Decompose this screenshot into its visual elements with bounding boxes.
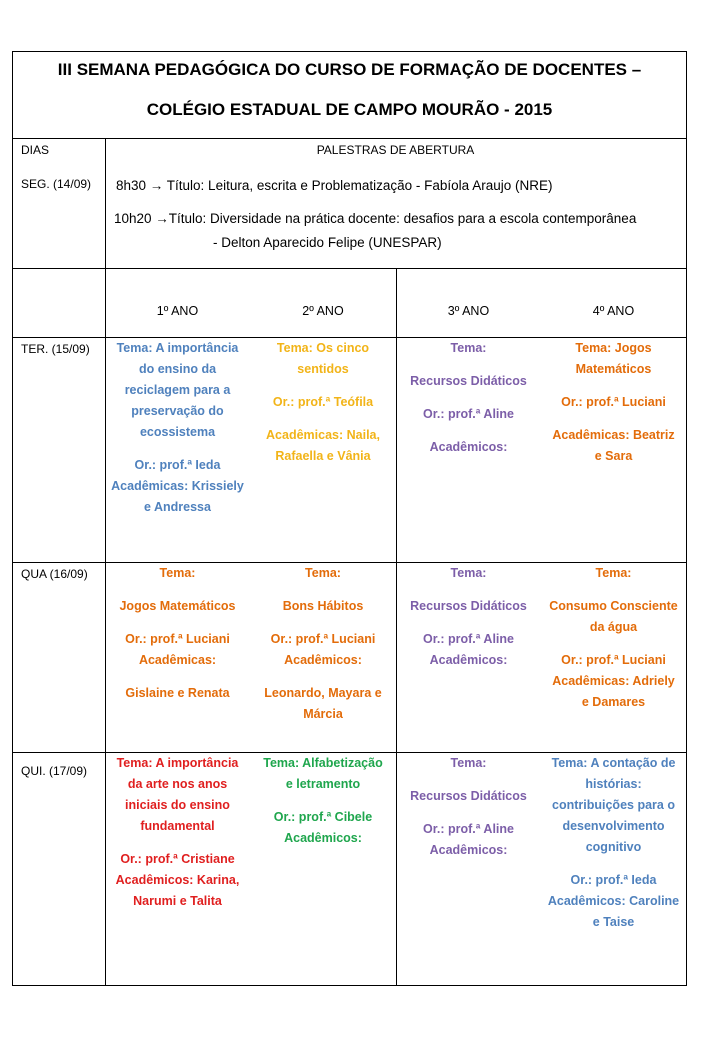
cell-text-line: sentidos — [297, 362, 349, 376]
cell-text-line: Tema: Jogos — [575, 341, 652, 355]
cell-text-line: Acadêmicas: Adriely — [552, 674, 675, 688]
day-label-qua: QUA (16/09) — [21, 567, 88, 581]
opening-talk-1: 8h30 → Título: Leitura, escrita e Problematização - Fabíola Araujo (NRE) — [116, 178, 553, 193]
cell-text-line: Or.: prof.ª Cristiane — [120, 852, 235, 866]
cell-text-line: preservação do — [131, 404, 224, 418]
row-divider — [13, 268, 686, 269]
cell-text-line: Acadêmicas: Naila, — [266, 428, 380, 442]
cell-text-line: cognitivo — [585, 840, 642, 854]
cell-text-line: Or.: prof.ª Aline — [423, 822, 514, 836]
day-label-ter: TER. (15/09) — [21, 342, 90, 356]
cell-text-line: Narumi e Talita — [133, 894, 222, 908]
cell-text-line: Acadêmicas: Beatriz — [552, 428, 675, 442]
schedule-table — [12, 51, 687, 986]
cell-text-line: Acadêmicos: — [429, 653, 508, 667]
cell-text-line: contribuições para o — [552, 798, 675, 812]
schedule-cell — [541, 753, 686, 933]
cell-text-line: Acadêmicos: — [284, 653, 362, 667]
cell-text-line: reciclagem para a — [124, 383, 231, 397]
opening-talk-2-line2: - Delton Aparecido Felipe (UNESPAR) — [213, 235, 442, 250]
cell-text-line: Or.: prof.ª Teófila — [272, 395, 374, 409]
schedule-cell — [396, 753, 541, 861]
cell-text-line: Gislaine e Renata — [125, 686, 230, 700]
schedule-cell — [105, 753, 250, 912]
schedule-cell — [105, 563, 250, 704]
cell-text-line: desenvolvimento — [562, 819, 665, 833]
cell-text-line: Acadêmicos: Caroline — [547, 894, 680, 908]
cell-text-line: e Andressa — [144, 500, 211, 514]
cell-text-line: Recursos Didáticos — [410, 599, 527, 613]
cell-text-line: Or.: prof.ª Luciani — [561, 653, 666, 667]
row-divider — [13, 138, 686, 139]
cell-text-line: Tema: — [159, 566, 196, 580]
cell-text-line: Acadêmicos: — [429, 440, 508, 454]
cell-text-line: Tema: A importância — [116, 341, 239, 355]
cell-text-line: Rafaella e Vânia — [275, 449, 371, 463]
cell-text-line: Or.: prof.ª Luciani — [561, 395, 666, 409]
cell-text-line: Acadêmicos: — [429, 843, 508, 857]
cell-text-line: Márcia — [303, 707, 343, 721]
page-title-line1: III SEMANA PEDAGÓGICA DO CURSO DE FORMAÇÃO DE DOCENTES – — [57, 60, 642, 79]
cell-text-line: iniciais do ensino — [125, 798, 230, 812]
opening-talk-2-line1: 10h20 →Título: Diversidade na prática docente: desafios para a escola contemporânea — [114, 211, 637, 226]
year-header-2: 2º ANO — [302, 304, 344, 318]
cell-text-line: Tema: — [450, 341, 487, 355]
day-label-qui: QUI. (17/09) — [21, 764, 88, 778]
cell-text-line: Tema: A importância — [116, 756, 239, 770]
year-header-4: 4º ANO — [592, 304, 635, 318]
schedule-cell — [250, 563, 396, 725]
cell-text-line: Recursos Didáticos — [410, 374, 527, 388]
cell-text-line: e Taise — [592, 915, 635, 929]
schedule-cell — [396, 338, 541, 458]
opening-header: PALESTRAS DE ABERTURA — [316, 143, 475, 157]
cell-text-line: Or.: prof.ª Aline — [423, 632, 514, 646]
cell-text-line: Leonardo, Mayara e — [264, 686, 382, 700]
cell-text-line: Jogos Matemáticos — [119, 599, 236, 613]
page-title-line2: COLÉGIO ESTADUAL DE CAMPO MOURÃO - 2015 — [146, 100, 553, 119]
cell-text-line: Tema: — [450, 756, 487, 770]
cell-text-line: Acadêmicas: Krissiely — [111, 479, 244, 493]
cell-text-line: Acadêmicos: Karina, — [115, 873, 240, 887]
schedule-cell — [250, 338, 396, 467]
cell-text-line: do ensino da — [138, 362, 217, 376]
schedule-cell — [105, 338, 250, 518]
schedule-cell — [250, 753, 396, 849]
cell-text-line: Or.: prof.ª Aline — [423, 407, 514, 421]
schedule-cell — [396, 563, 541, 671]
cell-text-line: Tema: Os cinco — [276, 341, 370, 355]
schedule-cell — [541, 338, 686, 467]
year-header-3: 3º ANO — [447, 304, 490, 318]
cell-text-line: Acadêmicos: — [284, 831, 362, 845]
cell-text-line: Acadêmicas: — [138, 653, 217, 667]
cell-text-line: da água — [589, 620, 638, 634]
dias-label: DIAS — [21, 143, 50, 157]
cell-text-line: Tema: — [450, 566, 487, 580]
day-label-seg: SEG. (14/09) — [21, 177, 92, 191]
cell-text-line: Tema: — [595, 566, 632, 580]
cell-text-line: Bons Hábitos — [282, 599, 364, 613]
cell-text-line: Tema: Alfabetização — [263, 756, 383, 770]
cell-text-line: Or.: prof.ª Ieda — [570, 873, 657, 887]
cell-text-line: Or.: prof.ª Cibele — [273, 810, 373, 824]
schedule-cell — [541, 563, 686, 713]
cell-text-line: Consumo Consciente — [549, 599, 678, 613]
cell-text-line: Tema: A contação de — [551, 756, 676, 770]
cell-text-line: ecossistema — [139, 425, 216, 439]
cell-text-line: Or.: prof.ª Luciani — [270, 632, 376, 646]
cell-text-line: Or.: prof.ª Ieda — [134, 458, 221, 472]
cell-text-line: Or.: prof.ª Luciani — [125, 632, 230, 646]
cell-text-line: da arte nos anos — [127, 777, 228, 791]
cell-text-line: e letramento — [285, 777, 361, 791]
cell-text-line: e Sara — [594, 449, 633, 463]
cell-text-line: histórias: — [585, 777, 642, 791]
cell-text-line: fundamental — [140, 819, 215, 833]
cell-text-line: Matemáticos — [575, 362, 652, 376]
year-header-1: 1º ANO — [156, 304, 199, 318]
cell-text-line: Recursos Didáticos — [410, 789, 527, 803]
cell-text-line: e Damares — [581, 695, 646, 709]
cell-text-line: Tema: — [305, 566, 341, 580]
